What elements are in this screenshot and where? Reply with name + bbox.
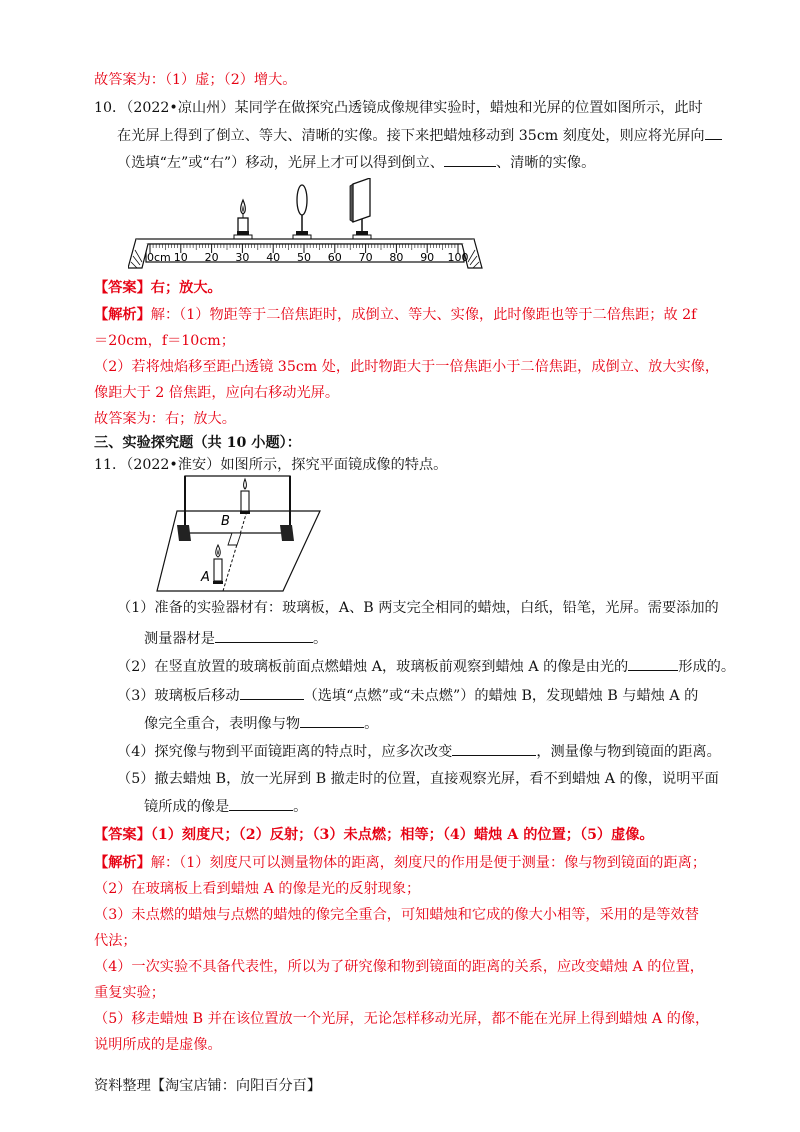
- scale-label: 70: [358, 251, 373, 264]
- scale-label: 20: [204, 251, 219, 264]
- explanation-10-line-3: （2）若将烛焰移至距凸透镜 35cm 处，此时物距大于一倍焦距小于二倍焦距，成倒立、放大实像，: [94, 359, 720, 375]
- blank-11-1: [215, 628, 313, 643]
- question-10-line-2: 在光屏上得到了倒立、等大、清晰的实像。接下来把蜡烛移动到 35cm 刻度处，则应将光屏向: [117, 125, 722, 146]
- explanation-11-line-7: （5）移走蜡烛 B 并在该位置放一个光屏，无论怎样移动光屏，都不能在光屏上得到蜡烛 A 的像，: [94, 1011, 710, 1027]
- question-11: 11．（2022•淮安）如图所示，探究平面镜成像的特点。: [94, 457, 448, 473]
- scale-label: 50: [297, 251, 311, 264]
- section-heading: 三、实验探究题（共 10 小题）：: [94, 435, 301, 451]
- explanation-11-line-3: （3）未点燃的蜡烛与点燃的蜡烛的像完全重合，可知蜡烛和它成的像大小相等，采用的是等效替: [94, 907, 699, 923]
- explanation-10-line-2: ＝20cm，f＝10cm；: [94, 333, 235, 349]
- scale-label: 80: [389, 251, 404, 264]
- explanation-11-line-1: 【解析】解：（1）刻度尺可以测量物体的距离，刻度尺的作用是便于测量：像与物到镜面的距离；: [94, 855, 707, 871]
- candle-icon: [234, 200, 252, 239]
- scale-label: 30: [235, 251, 250, 264]
- explanation-11-line-8: 说明所成的是虚像。: [94, 1037, 222, 1053]
- final-answer-10: 故答案为：右；放大。: [94, 411, 236, 427]
- blank-10-1: [705, 125, 722, 140]
- explanation-10-line-4: 像距大于 2 倍焦距，应向右移动光屏。: [94, 385, 340, 401]
- step-3-line-1: （3）玻璃板后移动 （选填“点燃”或“未点燃”）的蜡烛 B，发现蜡烛 B 与蜡烛 A 的: [117, 685, 698, 706]
- explanation-11-line-5: （4）一次实验不具备代表性，所以为了研究像和物到镜面的距离的关系，应改变蜡烛 A 的位置，: [94, 959, 704, 975]
- step-1-line-1: （1）准备的实验器材有：玻璃板，A、B 两支完全相同的蜡烛，白纸，铅笔，光屏。需要添加的: [117, 600, 719, 616]
- blank-11-2: [628, 656, 678, 671]
- step-3-line-2: 像完全重合，表明像与物 。: [144, 713, 378, 734]
- lens-icon: [293, 185, 311, 239]
- scale-label: 90: [420, 251, 435, 264]
- screen-icon: [350, 178, 371, 239]
- blank-11-3: [240, 685, 304, 700]
- blank-11-4: [300, 713, 364, 728]
- optical-bench-figure: [128, 178, 488, 270]
- step-1-line-2: 测量器材是 。: [144, 628, 327, 649]
- answer-line-9: 故答案为：（1）虚；（2）增大。: [94, 72, 297, 88]
- step-2: （2）在竖直放置的玻璃板前面点燃蜡烛 A，玻璃板前观察到蜡烛 A 的像是由光的 形成的。: [117, 656, 735, 677]
- explanation-11-line-2: （2）在玻璃板上看到蜡烛 A 的像是光的反射现象；: [94, 881, 421, 897]
- scale-label: 60: [327, 251, 342, 264]
- question-10-line-3: （选填“左”或“右”）移动，光屏上才可以得到倒立、 、清晰的实像。: [117, 152, 595, 173]
- footer-credit: 资料整理【淘宝店铺：向阳百分百】: [94, 1078, 322, 1094]
- explanation-11-line-4: 代法；: [94, 933, 137, 949]
- scale-label: 10: [173, 251, 188, 264]
- label-b: B: [221, 514, 230, 529]
- plane-mirror-figure: [155, 473, 325, 593]
- scale-label: 100: [447, 251, 469, 264]
- candle-b-icon: [240, 479, 250, 514]
- blank-10-2: [444, 152, 496, 167]
- blank-11-6: [229, 796, 293, 811]
- step-4: （4）探究像与物到平面镜距离的特点时，应多次改变 ，测量像与物到镜面的距离。: [117, 741, 721, 762]
- paper-sheet: [157, 511, 320, 591]
- answer-11: 【答案】（1）刻度尺；（2）反射；（3）未点燃；相等；（4）蜡烛 A 的位置；（5）虚像。: [94, 827, 654, 843]
- scale-label: 40: [266, 251, 281, 264]
- scale-label: 0cm: [147, 251, 171, 264]
- explanation-11-line-6: 重复实验；: [94, 985, 165, 1001]
- question-10-line-1: 10．（2022•凉山州）某同学在做探究凸透镜成像规律实验时，蜡烛和光屏的位置如图所示，此时: [94, 100, 703, 116]
- answer-10: 【答案】右；放大。: [94, 280, 222, 296]
- step-5-line-2: 镜所成的像是 。: [144, 796, 307, 817]
- blank-11-5: [452, 741, 536, 756]
- label-a: A: [201, 570, 210, 585]
- explanation-10-line-1: 【解析】解：（1）物距等于二倍焦距时，成倒立、等大、实像，此时像距也等于二倍焦距；故 2f: [94, 307, 697, 323]
- step-5-line-1: （5）撤去蜡烛 B，放一光屏到 B 撤走时的位置，直接观察光屏，看不到蜡烛 A 的像，说明平面: [117, 771, 719, 787]
